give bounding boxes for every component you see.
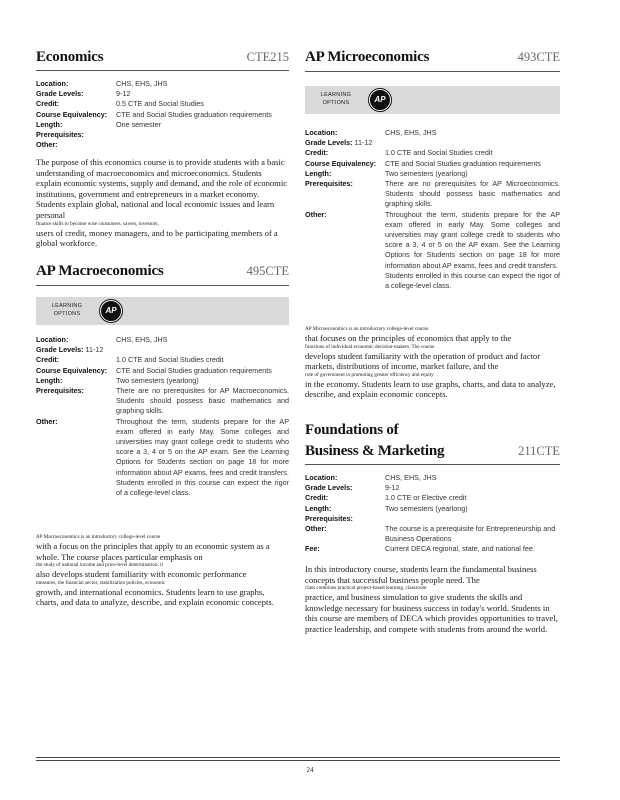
course-title: Business & Marketing <box>305 443 445 459</box>
description-text: that focuses on the principles of economics that apply to the <box>305 333 512 343</box>
description-text: growth, and international economics. Students learn to use graphs, charts, and data to analyze, describe, and explain economic concepts. <box>36 586 274 608</box>
grade-levels-label: Grade Levels: <box>305 483 353 493</box>
learning-options-bar <box>36 297 289 325</box>
ap-badge-icon: AP <box>369 89 391 111</box>
ap-micro-header <box>305 49 560 66</box>
length-label: Length: <box>305 168 332 178</box>
learning-options-bar <box>305 86 560 114</box>
description-text: users of credit, money managers, and to be participating members of a global workforce. <box>36 227 278 249</box>
fee-value: Current DECA regional, state, and national fee. <box>385 544 535 554</box>
footer-rule <box>36 757 560 758</box>
credit-label: Credit: <box>36 99 60 109</box>
description-text: also develops student familiarity with economic performance <box>36 569 247 580</box>
divider <box>305 71 560 72</box>
other-value: Students enrolled in this course can expect the rigor of a college-level class. <box>385 270 560 291</box>
course-equivalency-label: Course Equivalency: <box>305 158 377 168</box>
grade-levels-value: 9-12 <box>385 483 400 493</box>
grade-levels-label: Grade Levels: <box>36 345 84 355</box>
length-value: One semester <box>116 119 162 129</box>
course-code: CTE215 <box>246 50 289 64</box>
description-text: AP Macroeconomics is an introductory college-level course <box>36 534 161 540</box>
description-text: The purpose of this economics course is to provide students with a basic understanding of macroeconomics and microeconomics. Students explain economic systems, supply and demand, and the role of economic institutions, government and entrepreneurs in a market economy. Students explain global, national and local economic issues and learn personal <box>36 157 288 220</box>
divider <box>305 464 560 465</box>
grade-levels-label: Grade Levels: <box>36 89 84 99</box>
length-label: Length: <box>36 119 63 129</box>
description-text: the study of national income and price-level determination; it <box>36 562 164 569</box>
course-equivalency-label: Course Equivalency: <box>36 365 108 375</box>
other-value: The course is a prerequisite for Entrepreneurship and Business Operations <box>385 524 556 544</box>
location-label: Location: <box>36 79 69 88</box>
credit-value: 0.5 CTE and Social Studies <box>116 99 204 109</box>
other-value: Students enrolled in this course can expect the rigor of a college-level class. <box>116 477 289 498</box>
prerequisites-value <box>116 130 289 140</box>
location-label: Location: <box>305 473 338 482</box>
credit-label: Credit: <box>305 148 329 158</box>
ap-micro-description <box>305 326 560 400</box>
other-label: Other: <box>305 209 327 219</box>
location-label: Location: <box>36 335 69 344</box>
description-text: functions of individual economic decision-makers. The course <box>305 343 435 350</box>
description-text: practice, and business simulation to give students the skills and knowledge necessary for business success in today's world. Students in this course are members of DECA which provides opportunities to travel, practice leadership, and compete with students from around the world. <box>305 592 558 634</box>
prerequisites-value <box>385 514 560 524</box>
length-label: Length: <box>305 503 332 513</box>
ap-macro-header <box>36 263 289 280</box>
prerequisites-label: Prerequisites: <box>36 130 84 140</box>
divider <box>36 70 289 71</box>
prerequisites-label: Prerequisites: <box>36 386 84 396</box>
learning-options-label: LEARNING OPTIONS <box>51 303 83 317</box>
credit-label: Credit: <box>305 493 329 503</box>
location-value: CHS, EHS, JHS <box>385 128 437 137</box>
other-label: Other: <box>36 416 58 426</box>
foundations-info <box>305 473 560 555</box>
grade-levels-value: 11-12 <box>85 345 104 355</box>
description-text: role of government in promoting greater efficiency and equity <box>305 371 434 378</box>
other-value <box>116 140 289 150</box>
footer-rule <box>36 760 560 761</box>
location-value: CHS, EHS, JHS <box>116 335 168 344</box>
grade-levels-value: 11-12 <box>354 138 373 148</box>
economics-description <box>36 157 289 249</box>
other-label: Other: <box>305 524 327 534</box>
credit-value: 1.0 CTE or Elective credit <box>385 493 467 503</box>
ap-macro-info <box>36 335 289 498</box>
course-title: Economics <box>36 49 104 65</box>
description-text: develops student familiarity with the operation of product and factor markets, distributions of income, market failure, and the <box>305 350 541 372</box>
learning-options-label: LEARNING OPTIONS <box>320 92 352 106</box>
credit-value: 1.0 CTE and Social Studies credit <box>116 355 224 365</box>
description-text: finance skills to become wise consumers, savers, investors, <box>36 220 159 227</box>
prerequisites-value: There are no prerequisites for AP Microeconomics. Students should possess basic mathematics and graphing skills. <box>385 179 560 209</box>
course-title: AP Microeconomics <box>305 49 430 65</box>
description-text: measures, the financial sector, stabilization policies, economic <box>36 579 166 586</box>
course-equivalency-label: Course Equivalency: <box>36 109 108 119</box>
description-text: AP Microeconomics is an introductory college-level course <box>305 326 429 332</box>
other-value: Throughout the term, students prepare for the AP exam offered in early May. Some colleges and universities may grant college credit to students who score a 3, 4 or 5 on the AP exam. See the Learning Options for Students section on page 18 for more information about AP exams, fees and credit transfers. <box>385 209 560 270</box>
description-text: with a focus on the principles that apply to an economic system as a whole. The course places particular emphasis on <box>36 541 270 562</box>
length-value: Two semesters (yearlong) <box>385 503 468 513</box>
credit-label: Credit: <box>36 355 60 365</box>
course-title: Foundations of <box>305 422 399 438</box>
economics-info <box>36 79 289 150</box>
foundations-description <box>305 564 560 635</box>
page-number: 24 <box>306 766 314 774</box>
course-equivalency-value: CTE and Social Studies graduation requirements <box>116 365 272 375</box>
location-value: CHS, EHS, JHS <box>385 473 437 482</box>
economics-header <box>36 49 289 66</box>
location-label: Location: <box>305 128 338 137</box>
course-code: 493CTE <box>517 50 560 64</box>
prerequisites-label: Prerequisites: <box>305 179 353 189</box>
fee-label: Fee: <box>305 544 320 554</box>
prerequisites-value: There are no prerequisites for AP Macroeconomics. Students should possess basic mathematics and graphing skills. <box>116 386 289 416</box>
other-label: Other: <box>36 140 58 150</box>
credit-value: 1.0 CTE and Social Studies credit <box>385 148 493 158</box>
prerequisites-label: Prerequisites: <box>305 513 353 523</box>
length-label: Length: <box>36 375 63 385</box>
description-text: in the economy. Students learn to use graphs, charts, and data to analyze, describe, and explain economic concepts. <box>305 378 556 400</box>
ap-macro-description <box>36 534 289 608</box>
grade-levels-value: 9-12 <box>116 89 131 99</box>
location-value: CHS, EHS, JHS <box>116 79 168 88</box>
other-value: Throughout the term, students prepare for the AP exam offered in early May. Some colleges and universities may grant college credit to students who score a 3, 4 or 5 on the AP exam. See the Learning Options for Students section on page 18 for more information about AP exams, fees and credit transfers. <box>116 416 289 477</box>
foundations-header <box>305 443 560 460</box>
grade-levels-label: Grade Levels: <box>305 138 353 148</box>
course-code: 495CTE <box>246 264 289 278</box>
length-value: Two semesters (yearlong) <box>116 375 199 385</box>
ap-micro-info <box>305 128 560 291</box>
course-equivalency-value: CTE and Social Studies graduation requirements <box>116 109 272 119</box>
ap-badge-icon: AP <box>100 300 122 322</box>
description-text: In this introductory course, students learn the fundamental business concepts that successful business people need. The <box>305 564 537 585</box>
length-value: Two semesters (yearlong) <box>385 168 468 178</box>
course-code: 211CTE <box>518 444 560 458</box>
course-title: AP Macroeconomics <box>36 263 164 279</box>
divider <box>36 285 289 286</box>
course-equivalency-value: CTE and Social Studies graduation requirements <box>385 158 541 168</box>
description-text: class combines practical project-based learning, classroom <box>305 585 427 592</box>
